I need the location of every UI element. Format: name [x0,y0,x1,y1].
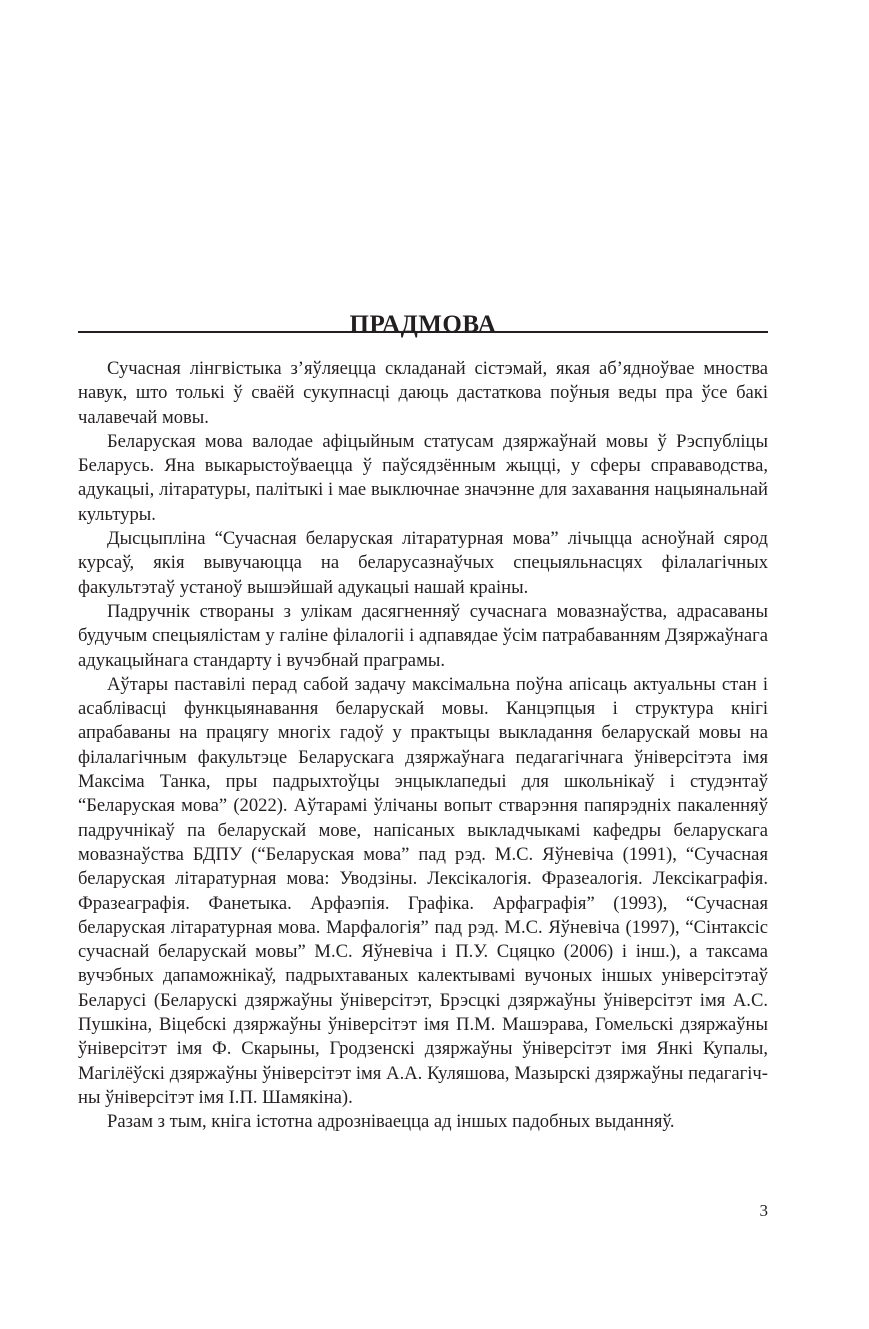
paragraph-6: Разам з тым, кніга істотна адрозніваецца ад іншых падобных выданняў. [107,1111,675,1133]
paragraph-5: Аўтары паставілі перад сабой задачу максімальна поўна апісаць актуальны стан і асаблівасці функцыянавання беларускай мовы. Канцэпцыя і структура кнігі апрабаваны на працягу многіх гадоў у практыцы выкладання беларускай мовы на філалагічным факультэце Беларускага дзяржаўнага педагагічнага ўніверсітэта імя Максіма Танка, пры падрыхтоўцы энцыклапедыі для школьнікаў і студэнтаў “Беларуская мова” (2022). Аўтарамі ўлічаны вопыт стварэння папярэдніх пакаленняў падручнікаў па беларускай мове, напісаных выкладчыкамі кафедры беларускага мовазнаўства БДПУ (“Беларуская мова” пад рэд. М.С. Яўневіча (1991), “Сучасная беларуская літаратурная мова: Уводзіны. Лексікалогія. Фразеалогія. Лексікаграфія. Фразеаграфія. Фанетыка. Арфаэпія. Графіка. Арфаграфія” (1993), “Сучасная беларуская літаратурная мова. Марфалогія” пад рэд. М.С. Яўневіча (1997), “Сінтаксіс сучаснай беларускай мовы” М.С. Яўневіча і П.У. Сцяцко (2006) і інш.), а таксама вучэбных дапаможнікаў, падрыхтаваных калектывамі вучоных іншых універсітэтаў Беларусі (Беларускі дзяржаўны ўніверсітэт, Брэсцкі дзяржаўны ўніверсітэт імя А.С. Пушкіна, Віцебскі дзяржаўны ўніверсітэт імя П.М. Машэрава, Гомельскі дзяржаўны ўніверсітэт імя Ф. Скарыны, Гродзенскі дзяржаўны ўніверсітэт імя Янкі Купалы, Магілёўскі дзяржаўны ўніверсітэт імя А.А. Куляшова, Мазырскі дзяржаўны педагагічны ўніверсітэт імя І.П. Шамякіна). [78,673,768,1108]
paragraph-3: Дысцыпліна “Сучасная беларуская літаратурная мова” лічыцца асноўнай сярод курсаў, якія вывучаюцца на беларусазнаўчых спецыяльнасцях філалагічных факультэтаў устаноў вышэйшай адукацыі нашай краіны. [78,528,768,598]
body-text [78,357,768,1135]
page-title: ПРАДМОВА [349,310,497,338]
paragraph-2: Беларуская мова валодае афіцыйным статусам дзяржаўнай мовы ў Рэспубліцы Беларусь. Яна выкарыстоўваецца ў паўсядзённым жыцці, у сферы справаводства, адукацыі, літаратуры, палітыкі і мае выключнае значэнне для захавання нацыянальнай культуры. [78,430,768,525]
title-underline [78,331,768,333]
paragraph-4: Падручнік створаны з улікам дасягненняў сучаснага мовазнаўства, адрасаваны будучым спецыялістам у галіне філалогіі і адпавядае ўсім патрабаванням Дзяржаўнага адукацыйнага стандарту і вучэбнай праграмы. [78,600,768,671]
paragraph-1: Сучасная лінгвістыка з’яўляецца складанай сістэмай, якая аб’ядноўвае мноства навук, што толькі ў сваёй сукупнасці даюць дастаткова поўныя веды пра ўсе бакі чалавечай мовы. [78,358,768,428]
page-number: 3 [759,1201,768,1220]
